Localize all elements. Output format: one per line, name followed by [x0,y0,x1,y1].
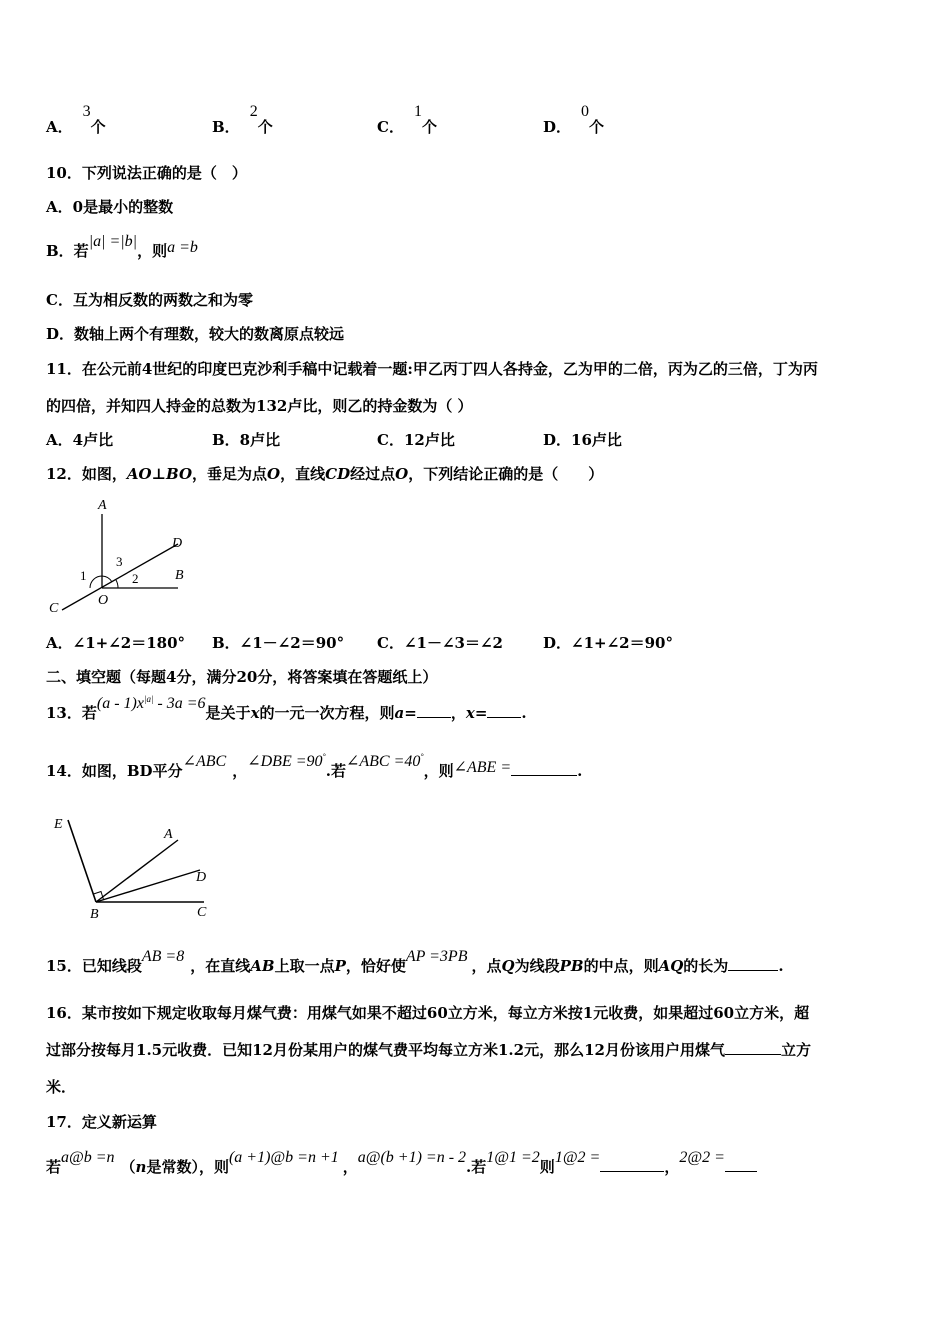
label-d: D [196,870,207,885]
section-fill-in-title: 二、填空题（每题4分，满分20分，将答案填在答题纸上） [46,668,438,686]
label-d: D [172,536,183,551]
q12-option-c: C．∠1－∠3＝∠2 [377,634,503,652]
q10-stem: 10．下列说法正确的是（ ） [46,164,247,182]
q9-option-d: D．0个 [543,103,605,136]
q15-stem: 15．已知线段AB =8，在直线AB上取一点P，恰好使AP =3PB，点Q为线段PB的中点，则AQ的长为 . [46,948,784,975]
q12-option-a: A．∠1+∠2＝180° [46,634,186,652]
q13-stem: 13．若$(a - 1)x^{|a|} - 3a =6$是关于x的一元一次方程，则a= ，x= . [46,694,527,722]
line-ba [96,840,178,902]
q12-option-b: B．∠1－∠2＝90° [212,634,345,652]
q16-line1: 16．某市按如下规定收取每月煤气费：用煤气如果不超过60立方米，每立方米按1元收费，如果超过60立方米，超 [46,1004,810,1022]
angle-3-arc [102,576,112,582]
q9-option-a: A．3个 [46,103,106,136]
q17-stem: 若a@b =n（n是常数），则(a +1)@b =n +1，a@(b +1) =n - 2.若1@1 =2则1@2 =，2@2 = [46,1156,757,1177]
q10-option-d: D．数轴上两个有理数，较大的数离原点较远 [46,325,345,343]
q16-line3: 米． [46,1078,77,1096]
q11-option-a: A．4卢比 [46,431,114,449]
line-bd [96,870,200,902]
q11-option-c: C．12卢比 [377,431,455,449]
q17-title: 17．定义新运算 [46,1113,157,1131]
label-c: C [197,905,207,920]
q14-blank [511,775,577,776]
q14-figure [40,806,220,924]
label-c: C [49,601,59,616]
line-be [68,820,96,902]
q14-stem: 14．如图，BD平分∠ABC，∠DBE =90°.若∠ABC =40°，则∠ABE = . [46,752,583,780]
q17-blank-1 [600,1171,664,1172]
q11-stem-line2: 的四倍，并知四人持金的总数为132卢比，则乙的持金数为（ ） [46,397,473,415]
label-o: O [98,593,109,608]
label-3: 3 [116,554,123,569]
q13-blank-x [487,717,521,718]
angle-1-arc [90,576,102,588]
q9-option-b: B．2个 [212,103,273,136]
label-2: 2 [132,571,139,586]
label-1: 1 [80,568,87,583]
q16-line2: 过部分按每月1.5元收费．已知12月份某用户的煤气费平均每立方米1.2元，那么12月份该用户用煤气 立方 [46,1041,811,1059]
q16-blank [725,1054,781,1055]
q12-option-d: D．∠1+∠2＝90° [543,634,673,652]
label-b: B [175,568,184,583]
angle-2-arc [116,580,118,588]
q12-stem: 12．如图，AO⊥BO，垂足为点O，直线CD经过点O，下列结论正确的是（ ） [46,465,604,483]
q10-option-c: C．互为相反数的两数之和为零 [46,291,253,309]
label-a: A [164,827,173,842]
q11-option-d: D．16卢比 [543,431,622,449]
q12-figure [40,492,200,622]
q13-equation: $(a - 1)x^{|a|} - 3a =6$ [96,694,206,712]
q10-option-a: A．0是最小的整数 [46,198,174,216]
q13-blank-a [417,717,451,718]
q9-option-c: C．1个 [377,103,437,136]
label-a: A [98,498,107,513]
q11-stem-line1: 11．在公元前4世纪的印度巴克沙利手稿中记载着一题:甲乙丙丁四人各持金，乙为甲的二倍，丙为乙的三倍，丁为丙 [46,360,818,378]
label-b: B [90,907,99,922]
q17-blank-2 [725,1171,757,1172]
q15-blank [728,970,778,971]
label-e: E [54,817,63,832]
q10-option-b: B．若|a| =|b|，则a =b [46,233,198,260]
q11-option-b: B．8卢比 [212,431,281,449]
